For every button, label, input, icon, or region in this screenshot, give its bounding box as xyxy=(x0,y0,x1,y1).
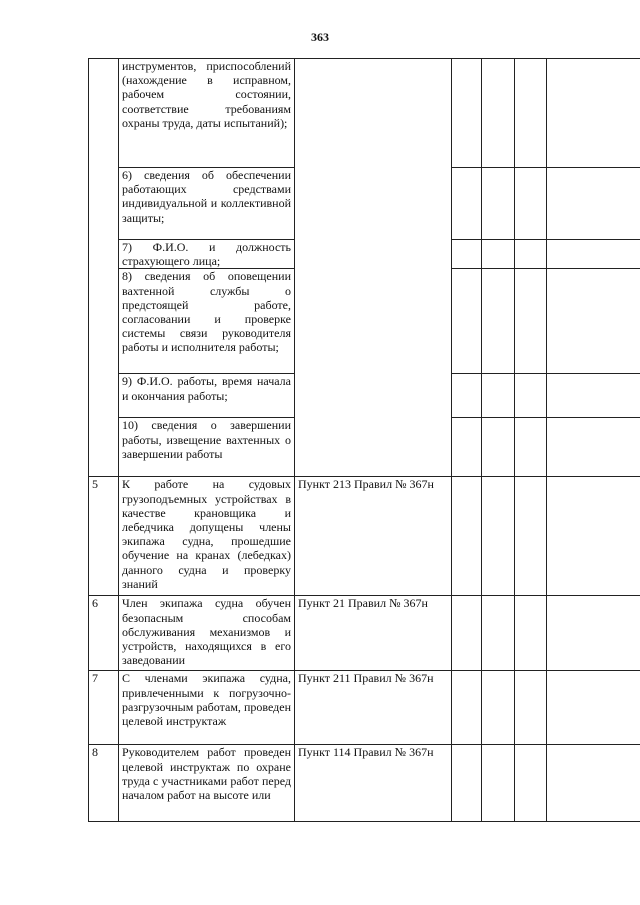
answer-no-cell xyxy=(482,745,515,822)
requirement-cell: 9) Ф.И.О. работы, время начала и окончания работы; xyxy=(119,374,295,418)
notes-cell xyxy=(547,596,640,671)
answer-yes-cell xyxy=(452,671,482,745)
notes-cell xyxy=(547,477,640,596)
answer-na-cell xyxy=(515,745,547,822)
notes-cell xyxy=(547,240,640,269)
reference-cell: Пункт 114 Правил № 367н xyxy=(295,745,452,822)
answer-no-cell xyxy=(482,59,515,168)
answer-no-cell xyxy=(482,671,515,745)
answer-yes-cell xyxy=(452,240,482,269)
reference-cell: Пункт 213 Правил № 367н xyxy=(295,477,452,596)
table-row xyxy=(89,596,640,671)
answer-no-cell xyxy=(482,269,515,374)
answer-yes-cell xyxy=(452,596,482,671)
answer-no-cell xyxy=(482,477,515,596)
notes-cell xyxy=(547,269,640,374)
answer-no-cell xyxy=(482,596,515,671)
answer-na-cell xyxy=(515,168,547,240)
row-number: 5 xyxy=(89,477,119,596)
notes-cell xyxy=(547,745,640,822)
table-row xyxy=(89,671,640,745)
continued-row xyxy=(89,59,640,168)
answer-no-cell xyxy=(482,240,515,269)
row-number: 8 xyxy=(89,745,119,822)
requirement-cell: 8) сведения об оповещении вахтенной службы о предстоящей работе, согласовании и проверке системы связи руководителя работы и исполнителя работы; xyxy=(119,269,295,374)
table-row xyxy=(89,477,640,596)
answer-na-cell xyxy=(515,596,547,671)
answer-na-cell xyxy=(515,418,547,477)
notes-cell xyxy=(547,374,640,418)
notes-cell xyxy=(547,671,640,745)
answer-yes-cell xyxy=(452,269,482,374)
requirement-cell: С членами экипажа судна, привлеченными к погрузочно-разгрузочным работам, проведен целевой инструктаж xyxy=(119,671,295,745)
requirement-cell: Член экипажа судна обучен безопасным способам обслуживания механизмов и устройств, находящихся в его заведовании xyxy=(119,596,295,671)
answer-na-cell xyxy=(515,671,547,745)
answer-yes-cell xyxy=(452,477,482,596)
row-number: 7 xyxy=(89,671,119,745)
answer-no-cell xyxy=(482,374,515,418)
requirement-cell: К работе на судовых грузоподъемных устройствах в качестве крановщика и лебедчика допущены члены экипажа судна, прошедшие обучение на кранах (лебедках) данного судна и проверку знаний xyxy=(119,477,295,596)
requirement-cell: 7) Ф.И.О. и должность страхующего лица; xyxy=(119,240,295,269)
reference-cell: Пункт 21 Правил № 367н xyxy=(295,596,452,671)
answer-yes-cell xyxy=(452,59,482,168)
answer-yes-cell xyxy=(452,374,482,418)
reference-cell xyxy=(295,59,452,477)
answer-no-cell xyxy=(482,418,515,477)
answer-na-cell xyxy=(515,374,547,418)
notes-cell xyxy=(547,168,640,240)
answer-na-cell xyxy=(515,240,547,269)
page-number: 363 xyxy=(311,30,329,44)
requirement-cell: 10) сведения о завершении работы, извещение вахтенных о завершении работы xyxy=(119,418,295,477)
answer-na-cell xyxy=(515,59,547,168)
answer-no-cell xyxy=(482,168,515,240)
notes-cell xyxy=(547,59,640,168)
answer-yes-cell xyxy=(452,745,482,822)
table-row xyxy=(89,745,640,822)
row-number: 6 xyxy=(89,596,119,671)
answer-na-cell xyxy=(515,477,547,596)
requirement-cell: инструментов, приспособлений (нахождение в исправном, рабочем состоянии, соответствие требованиям охраны труда, даты испытаний); xyxy=(119,59,295,168)
answer-yes-cell xyxy=(452,168,482,240)
reference-cell: Пункт 211 Правил № 367н xyxy=(295,671,452,745)
notes-cell xyxy=(547,418,640,477)
requirement-cell: 6) сведения об обеспечении работающих средствами индивидуальной и коллективной защиты; xyxy=(119,168,295,240)
requirement-cell: Руководителем работ проведен целевой инструктаж по охране труда с участниками работ перед началом работ на высоте или xyxy=(119,745,295,822)
answer-yes-cell xyxy=(452,418,482,477)
row-number-cell xyxy=(89,59,119,477)
answer-na-cell xyxy=(515,269,547,374)
checklist-table xyxy=(88,58,640,822)
